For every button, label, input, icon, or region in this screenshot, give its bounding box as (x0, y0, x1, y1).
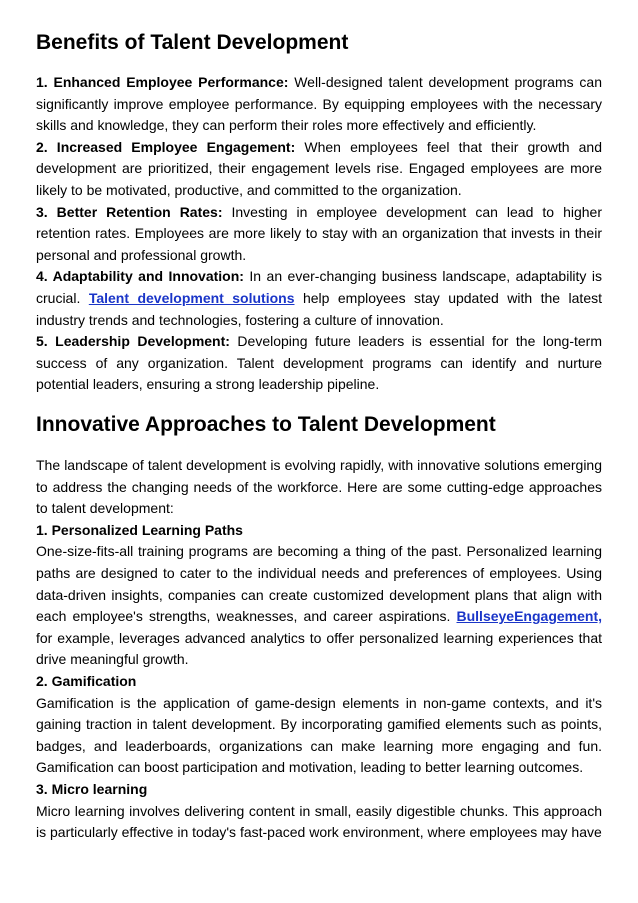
benefit-item-retention (36, 202, 602, 267)
benefit-label: 2. Increased Employee Engagement: (36, 138, 296, 155)
benefit-item-performance (36, 72, 602, 137)
bullseye-engagement-link[interactable]: BullseyeEngagement, (456, 608, 602, 625)
benefit-text: Investing in employee development can lead to higher retention rates. Employees are more likely to stay with an organization that invests in their personal and professional growth. (36, 203, 602, 263)
subsection-title: 2. Gamification (36, 672, 137, 689)
intro-paragraph: The landscape of talent development is evolving rapidly, with innovative solutions emerging to address the changing needs of the workforce. Here are some cutting-edge approaches to talent development: (36, 457, 602, 517)
subsection-text-personalized: One-size-fits-all training programs are becoming a thing of the past. Personalized learning paths are designed to cater to the individual needs and preferences of employees. Using data-driven insights, companies can create customized development plans that align with each employee's strengths, weaknesses, and career aspirations. BullseyeEngagement, for example, leverages advanced analytics to offer personalized learning experiences that drive meaningful growth. (36, 543, 602, 668)
talent-development-solutions-link[interactable]: Talent development solutions (88, 289, 295, 306)
subsection-title: 1. Personalized Learning Paths (36, 521, 243, 538)
benefit-label: 4. Adaptability and Innovation: (36, 268, 244, 285)
benefit-text: When employees feel that their growth and development are prioritized, their engagement levels rise. Engaged employees are more likely to be motivated, productive, and committed to the organization. (36, 138, 603, 198)
benefit-text: Developing future leaders is essential for the long-term success of any organization. Talent development programs can identify and nurture potential leaders, ensuring a strong leadership pipeline. (36, 333, 602, 393)
benefit-label: 1. Enhanced Employee Performance: (36, 74, 289, 90)
benefit-label: 5. Leadership Development: (36, 333, 230, 350)
benefit-text: Well-designed talent development programs can significantly improve employee performance. By equipping employees with the necessary skills and knowledge, they can perform their roles more effectively and efficiently. (36, 74, 602, 134)
benefit-item-leadership (36, 331, 602, 396)
benefit-item-engagement (36, 137, 602, 202)
benefits-list (36, 72, 602, 396)
section-heading-innovative: Innovative Approaches to Talent Development (36, 413, 496, 436)
subsection-title: 3. Micro learning (36, 780, 148, 797)
innovative-approaches-section (36, 455, 602, 844)
benefit-text: In an ever-changing business landscape, adaptability is crucial. (36, 268, 602, 306)
benefit-label: 3. Better Retention Rates: (36, 203, 223, 220)
subsection-text-gamification: Gamification is the application of game-design elements in non-game contexts, and it's gaining traction in talent development. By incorporating gamified elements such as points, badges, and leaderboards, organizations can make learning more engaging and fun. Gamification can boost participation and motivation, leading to better learning outcomes. (36, 694, 602, 776)
section-heading-benefits: Benefits of Talent Development (36, 31, 349, 54)
benefit-item-adaptability (36, 266, 602, 331)
benefit-text: help employees stay updated with the latest industry trends and technologies, fostering a culture of innovation. (36, 289, 602, 328)
subsection-text-microlearning: Micro learning involves delivering content in small, easily digestible chunks. This approach is particularly effective in today's fast-paced work environment, where employees may have (36, 802, 602, 841)
